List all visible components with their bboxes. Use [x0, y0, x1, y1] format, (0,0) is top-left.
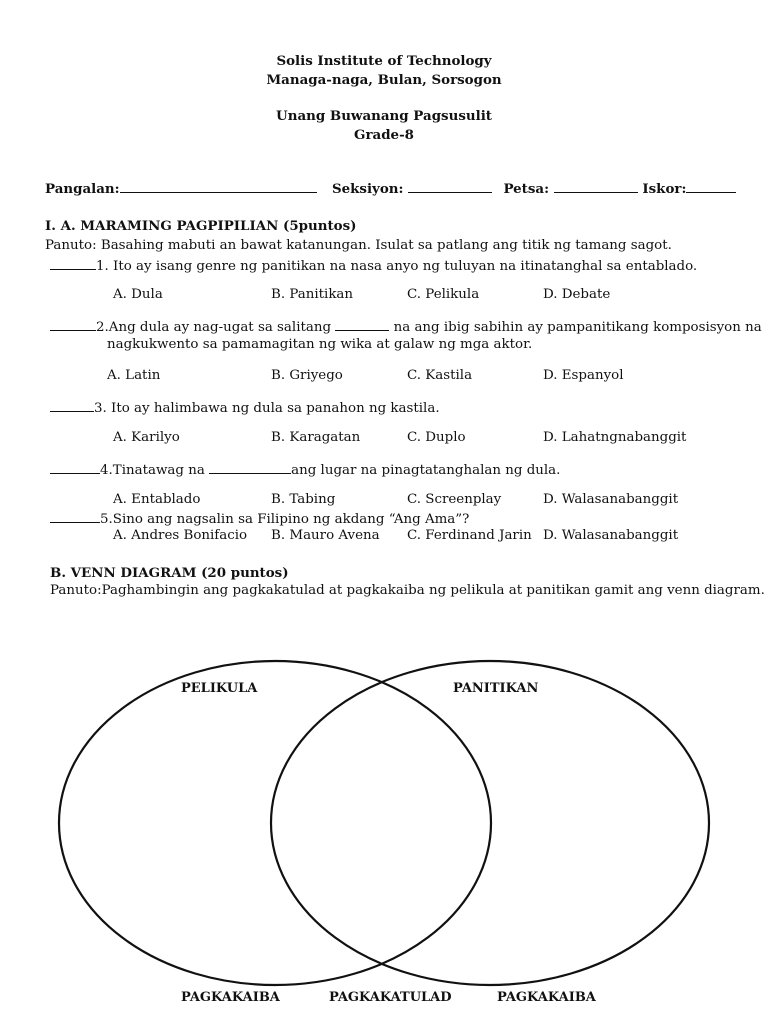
question-3-text: 3. Ito ay halimbawa ng dula sa panahon ng kastila. [94, 401, 440, 416]
date-label: Petsa: [503, 181, 550, 197]
q1-choice-b: B. Panitikan [271, 287, 354, 302]
q2-choice-c: C. Kastila [407, 368, 473, 383]
question-1-text: 1. Ito ay isang genre ng panitikan na nasa anyo ng tuluyan na itinatanghal sa entablado. [96, 259, 698, 274]
venn-bottom-right-label: PAGKAKAIBA [497, 990, 596, 1005]
school-address: Managa-naga, Bulan, Sorsogon [266, 72, 502, 88]
q3-choice-a: A. Karilyo [113, 430, 180, 445]
part-b-title: B. VENN DIAGRAM (20 puntos) [50, 565, 289, 581]
q4-choice-d: D. Walasanabanggit [543, 492, 679, 507]
question-4-text-a: 4.Tinatawag na [100, 463, 205, 478]
q2-choice-b: B. Griyego [271, 368, 343, 383]
exam-title: Unang Buwanang Pagsusulit [276, 108, 492, 124]
score-label: Iskor: [642, 181, 687, 197]
question-5-text: 5.Sino ang nagsalin sa Filipino ng akdang “Ang Ama”? [100, 512, 470, 527]
q4-choice-b: B. Tabing [271, 492, 336, 507]
part-a-title: I. A. MARAMING PAGPIPILIAN (5puntos) [45, 218, 357, 234]
name-label: Pangalan: [45, 181, 120, 197]
q4-choice-a: A. Entablado [113, 492, 201, 507]
venn-left-circle [59, 661, 491, 985]
q4-choice-c: C. Screenplay [407, 492, 502, 507]
q5-choice-a: A. Andres Bonifacio [113, 528, 248, 543]
q5-choice-d: D. Walasanabanggit [543, 528, 679, 543]
question-4-text-b: ang lugar na pinagtatanghalan ng dula. [291, 463, 561, 478]
q2-choice-a: A. Latin [107, 368, 161, 383]
section-label: Seksiyon: [331, 181, 404, 197]
q1-choice-d: D. Debate [543, 287, 611, 302]
part-b-instructions: Panuto:Paghambingin ang pagkakatulad at pagkakaiba ng pelikula at panitikan gamit ang venn diagram. [50, 583, 765, 598]
q3-choice-c: C. Duplo [407, 430, 466, 445]
question-2-text-a: 2.Ang dula ay nag-ugat sa salitang [96, 320, 332, 335]
q1-choice-a: A. Dula [113, 287, 163, 302]
q3-choice-b: B. Karagatan [271, 430, 361, 445]
q1-choice-c: C. Pelikula [407, 287, 480, 302]
question-2-text-b: na ang ibig sabihin ay pampanitikang komposisyon na [393, 320, 762, 335]
q5-choice-c: C. Ferdinand Jarin [407, 528, 532, 543]
grade-level: Grade-8 [354, 127, 414, 143]
venn-bottom-left-label: PAGKAKAIBA [181, 990, 280, 1005]
q5-choice-b: B. Mauro Avena [271, 528, 380, 543]
q2-choice-d: D. Espanyol [543, 368, 624, 383]
part-a-instructions: Panuto: Basahing mabuti an bawat katanungan. Isulat sa patlang ang titik ng tamang sagot. [45, 238, 672, 253]
school-name: Solis Institute of Technology [276, 53, 492, 69]
question-2-text-c: nagkukwento sa pamamagitan ng wika at galaw ng mga aktor. [107, 337, 533, 352]
venn-right-label: PANITIKAN [453, 681, 539, 696]
venn-bottom-center-label: PAGKAKATULAD [329, 990, 452, 1005]
venn-left-label: PELIKULA [181, 681, 258, 696]
q3-choice-d: D. Lahatngnabanggit [543, 430, 687, 445]
